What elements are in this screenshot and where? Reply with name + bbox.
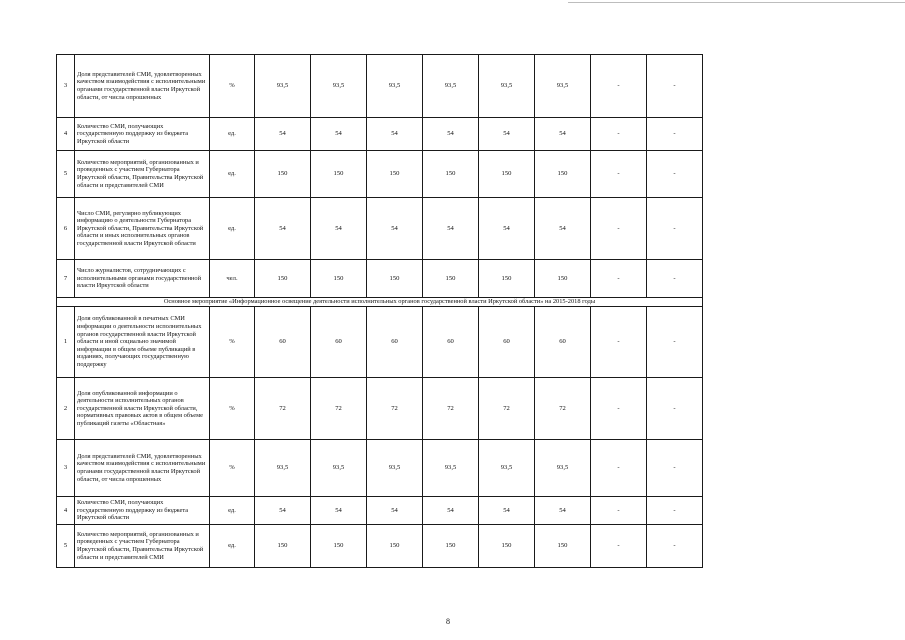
dash-cell: -: [591, 118, 647, 151]
unit-cell: ед.: [210, 497, 255, 525]
value-cell: 150: [535, 525, 591, 568]
value-cell: 54: [423, 497, 479, 525]
value-cell: 150: [479, 525, 535, 568]
value-cell: 93,5: [423, 55, 479, 118]
dash-cell: -: [591, 307, 647, 378]
dash-cell: -: [647, 378, 703, 440]
value-cell: 54: [367, 118, 423, 151]
page-number: 8: [446, 617, 450, 626]
value-cell: 150: [367, 260, 423, 298]
value-cell: 150: [311, 151, 367, 198]
unit-cell: %: [210, 55, 255, 118]
value-cell: 54: [479, 198, 535, 260]
row-number: 3: [57, 440, 75, 497]
unit-cell: чел.: [210, 260, 255, 298]
row-number: 1: [57, 307, 75, 378]
section-row-group: [57, 298, 703, 307]
value-cell: 150: [423, 525, 479, 568]
value-cell: 93,5: [535, 440, 591, 497]
unit-cell: ед.: [210, 198, 255, 260]
section-row: [57, 298, 703, 307]
value-cell: 60: [479, 307, 535, 378]
top-scan-edge: [568, 2, 905, 3]
dash-cell: -: [647, 118, 703, 151]
indicators-table: [56, 54, 703, 568]
value-cell: 54: [367, 497, 423, 525]
indicator-name: Число СМИ, регулярно публикующих информацию о деятельности Губернатора Иркутской области, Правительства Иркутской области и иных исполнительных органов государственной власти Иркутской области: [75, 198, 210, 260]
row-number: 5: [57, 525, 75, 568]
dash-cell: -: [647, 525, 703, 568]
value-cell: 54: [255, 497, 311, 525]
dash-cell: -: [647, 497, 703, 525]
dash-cell: -: [647, 260, 703, 298]
value-cell: 93,5: [255, 55, 311, 118]
dash-cell: -: [647, 151, 703, 198]
value-cell: 54: [367, 198, 423, 260]
rows-after: [57, 307, 703, 568]
value-cell: 54: [423, 118, 479, 151]
table-row: [57, 198, 703, 260]
unit-cell: %: [210, 307, 255, 378]
row-number: 7: [57, 260, 75, 298]
value-cell: 150: [367, 151, 423, 198]
value-cell: 72: [479, 378, 535, 440]
value-cell: 72: [255, 378, 311, 440]
value-cell: 72: [423, 378, 479, 440]
table-row: [57, 118, 703, 151]
row-number: 5: [57, 151, 75, 198]
value-cell: 150: [255, 525, 311, 568]
value-cell: 54: [255, 198, 311, 260]
value-cell: 54: [535, 118, 591, 151]
value-cell: 93,5: [535, 55, 591, 118]
table-row: [57, 307, 703, 378]
unit-cell: ед.: [210, 525, 255, 568]
indicator-name: Количество СМИ, получающих государственную поддержку из бюджета Иркутской области: [75, 497, 210, 525]
value-cell: 54: [479, 118, 535, 151]
value-cell: 150: [423, 260, 479, 298]
indicator-name: Доля представителей СМИ, удовлетворенных качеством взаимодействия с исполнительными органами государственной власти Иркутской области, от числа опрошенных: [75, 440, 210, 497]
value-cell: 93,5: [311, 55, 367, 118]
value-cell: 93,5: [367, 55, 423, 118]
value-cell: 54: [535, 497, 591, 525]
value-cell: 54: [423, 198, 479, 260]
value-cell: 150: [479, 151, 535, 198]
row-number: 4: [57, 118, 75, 151]
table-row: [57, 525, 703, 568]
unit-cell: ед.: [210, 118, 255, 151]
dash-cell: -: [591, 440, 647, 497]
unit-cell: ед.: [210, 151, 255, 198]
value-cell: 72: [311, 378, 367, 440]
value-cell: 150: [367, 525, 423, 568]
row-number: 3: [57, 55, 75, 118]
dash-cell: -: [591, 55, 647, 118]
dash-cell: -: [647, 55, 703, 118]
dash-cell: -: [647, 307, 703, 378]
indicator-name: Доля опубликованной информации о деятельности исполнительных органов государственной власти Иркутской области, нормативных правовых актов в общем объеме публикаций газеты «Областная»: [75, 378, 210, 440]
value-cell: 93,5: [255, 440, 311, 497]
table-row: [57, 151, 703, 198]
value-cell: 54: [311, 497, 367, 525]
value-cell: 60: [311, 307, 367, 378]
dash-cell: -: [647, 440, 703, 497]
indicator-name: Доля представителей СМИ, удовлетворенных качеством взаимодействия с исполнительными органами государственной власти Иркутской области, от числа опрошенных: [75, 55, 210, 118]
value-cell: 72: [535, 378, 591, 440]
rows-before: [57, 55, 703, 298]
dash-cell: -: [591, 198, 647, 260]
value-cell: 150: [535, 260, 591, 298]
table-row: [57, 378, 703, 440]
dash-cell: -: [647, 198, 703, 260]
value-cell: 54: [255, 118, 311, 151]
value-cell: 54: [311, 118, 367, 151]
value-cell: 54: [311, 198, 367, 260]
indicator-name: Количество мероприятий, организованных и проведенных с участием Губернатора Иркутской области, Правительства Иркутской области и представителей СМИ: [75, 525, 210, 568]
value-cell: 150: [311, 525, 367, 568]
unit-cell: %: [210, 440, 255, 497]
value-cell: 150: [423, 151, 479, 198]
table-row: [57, 260, 703, 298]
indicator-name: Количество СМИ, получающих государственную поддержку из бюджета Иркутской области: [75, 118, 210, 151]
row-number: 2: [57, 378, 75, 440]
value-cell: 60: [535, 307, 591, 378]
dash-cell: -: [591, 151, 647, 198]
row-number: 6: [57, 198, 75, 260]
indicator-name: Количество мероприятий, организованных и проведенных с участием Губернатора Иркутской области, Правительства Иркутской области и представителей СМИ: [75, 151, 210, 198]
value-cell: 150: [255, 260, 311, 298]
value-cell: 72: [367, 378, 423, 440]
value-cell: 54: [479, 497, 535, 525]
dash-cell: -: [591, 260, 647, 298]
table-row: [57, 497, 703, 525]
value-cell: 60: [255, 307, 311, 378]
dash-cell: -: [591, 525, 647, 568]
indicator-name: Число журналистов, сотрудничающих с исполнительными органами государственной власти Иркутской области: [75, 260, 210, 298]
row-number: 4: [57, 497, 75, 525]
value-cell: 93,5: [423, 440, 479, 497]
unit-cell: %: [210, 378, 255, 440]
value-cell: 60: [367, 307, 423, 378]
value-cell: 60: [423, 307, 479, 378]
indicator-name: Доля опубликованной в печатных СМИ информации о деятельности исполнительных органов государственной власти Иркутской области и иной социально значимой информации в общем объеме публикаций в изданиях, получающих государственную поддержку: [75, 307, 210, 378]
section-title: Основное мероприятие «Информационное освещение деятельности исполнительных органов государственной власти Иркутской области» на 2015-2018 годы: [57, 298, 703, 307]
dash-cell: -: [591, 497, 647, 525]
value-cell: 150: [535, 151, 591, 198]
value-cell: 93,5: [311, 440, 367, 497]
dash-cell: -: [591, 378, 647, 440]
value-cell: 150: [479, 260, 535, 298]
value-cell: 93,5: [367, 440, 423, 497]
table-row: [57, 55, 703, 118]
value-cell: 93,5: [479, 55, 535, 118]
value-cell: 150: [311, 260, 367, 298]
value-cell: 54: [535, 198, 591, 260]
table-row: [57, 440, 703, 497]
value-cell: 93,5: [479, 440, 535, 497]
value-cell: 150: [255, 151, 311, 198]
